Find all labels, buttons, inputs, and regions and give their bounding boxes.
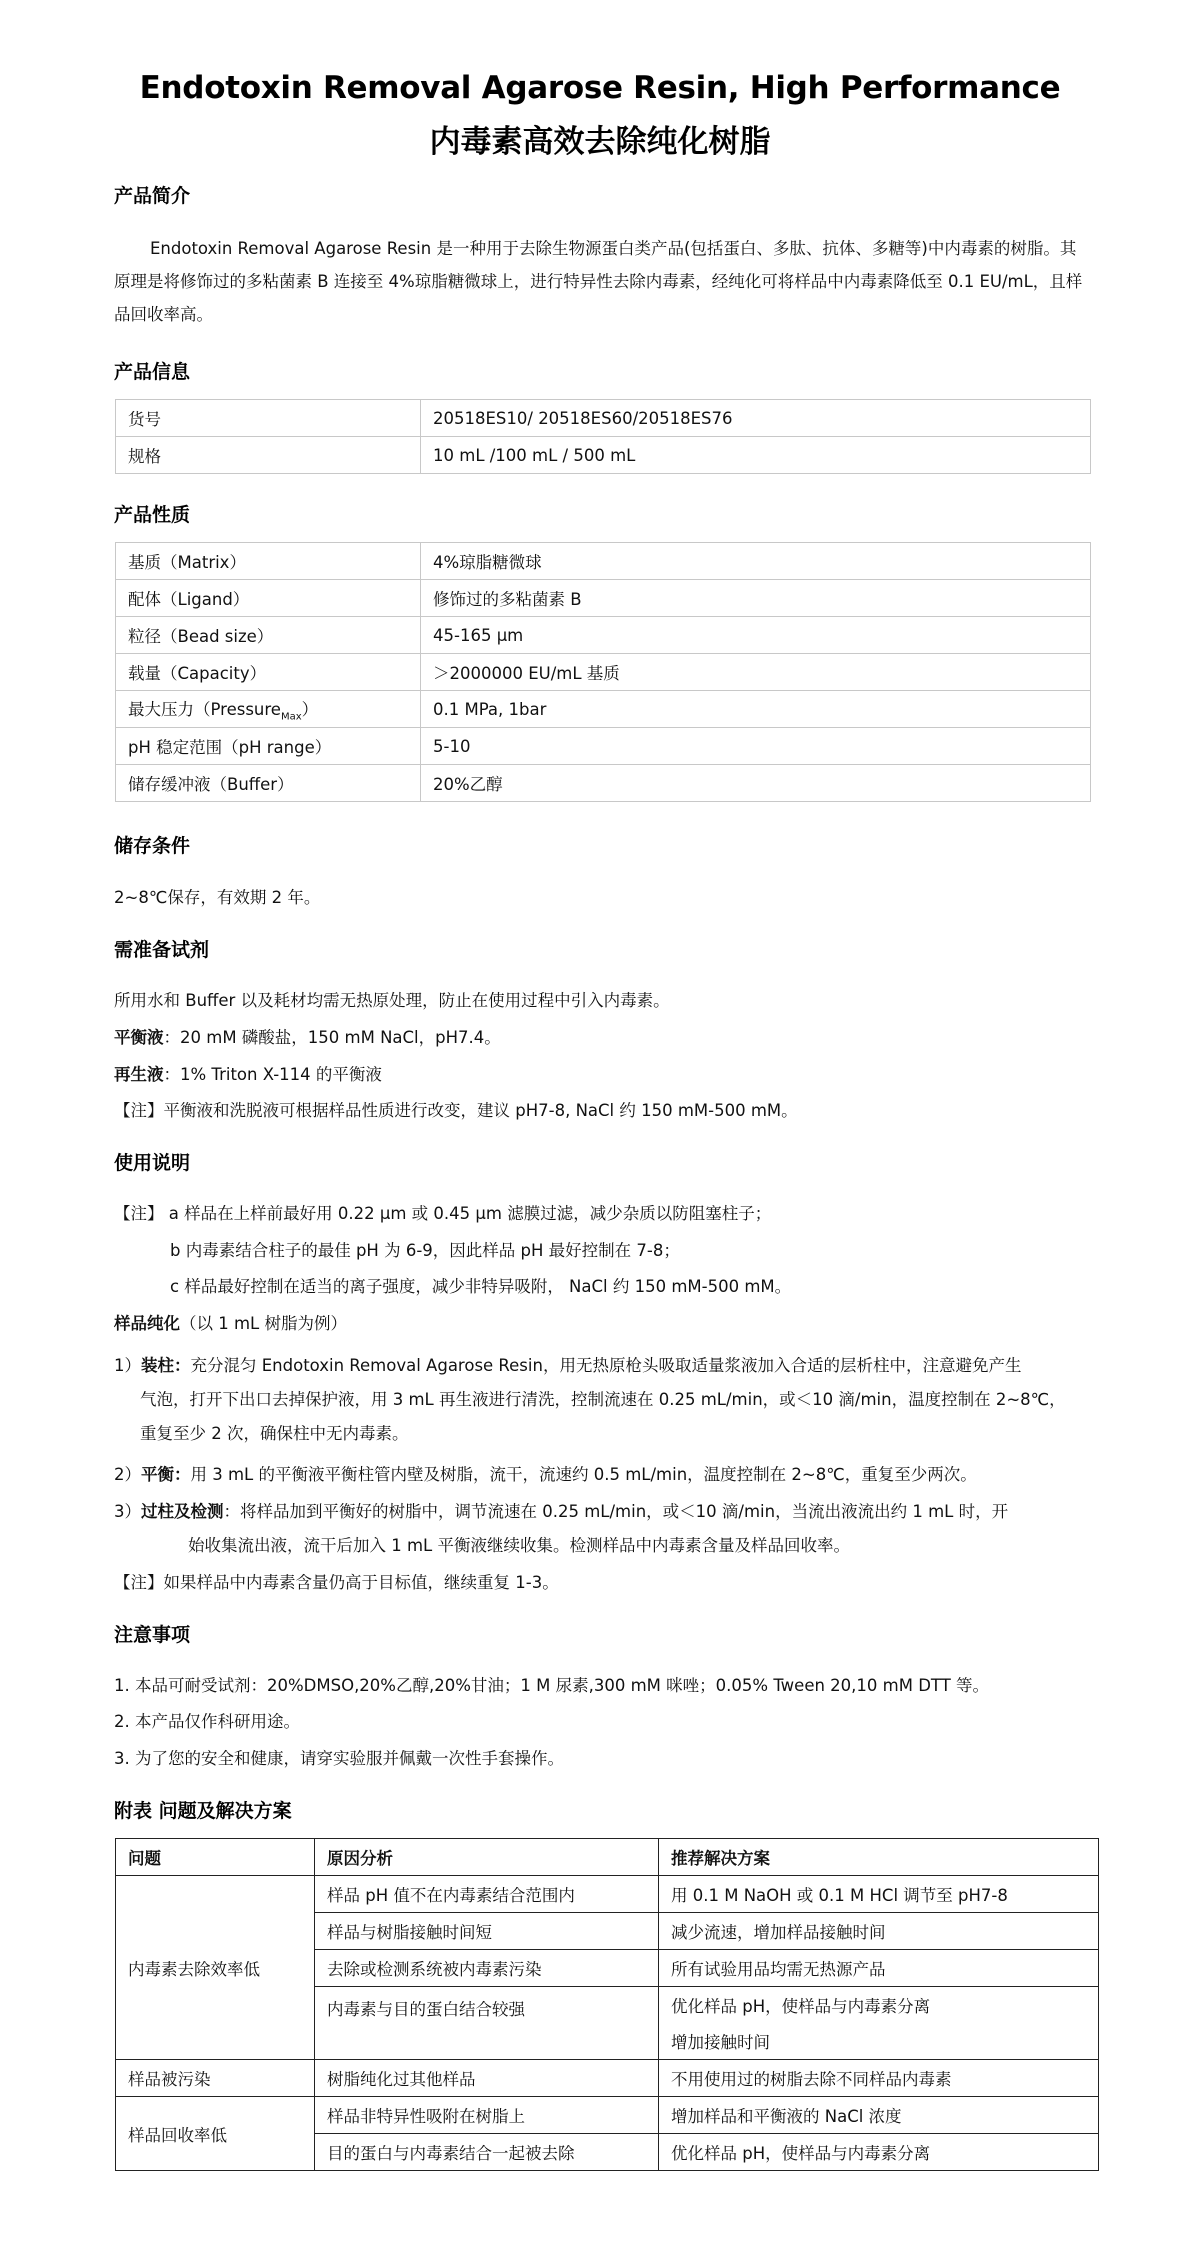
table-row <box>116 437 1091 474</box>
table-row <box>116 580 1091 617</box>
purify-text: （以 1 mL 树脂为例） <box>180 1314 347 1333</box>
header-solution: 推荐解决方案 <box>659 1839 1099 1876</box>
prop-key-pre: 最大压力（Pressure <box>128 699 281 719</box>
usage-note-a: 【注】 a 样品在上样前最好用 0.22 μm 或 0.45 μm 滤膜过滤，减少杂质以防阻塞柱子； <box>114 1204 772 1223</box>
regeneration-buffer-line <box>114 1061 382 1085</box>
step3-text: ：将样品加到平衡好的树脂中，调节流速在 0.25 mL/min，或＜10 滴/min，当流出液流出约 1 mL 时，开 <box>223 1502 1009 1521</box>
purify-line <box>114 1310 347 1334</box>
regeneration-buffer-text: ：1% Triton X-114 的平衡液 <box>163 1065 382 1084</box>
troubleshooting-table <box>115 1838 1099 2171</box>
usage-note-end: 【注】如果样品中内毒素含量仍高于目标值，继续重复 1-3。 <box>114 1573 559 1592</box>
step2-line <box>114 1461 977 1485</box>
problem-cell: 内毒素去除效率低 <box>116 1876 315 2060</box>
props-heading: 产品性质 <box>114 504 191 526</box>
table-row <box>116 654 1091 691</box>
cautions-heading: 注意事项 <box>114 1624 191 1646</box>
cause-cell: 样品 pH 值不在内毒素结合范围内 <box>315 1876 659 1913</box>
cause-cell: 内毒素与目的蛋白结合较强 <box>315 1987 659 2060</box>
prop-value: 修饰过的多粘菌素 B <box>421 580 1091 617</box>
table-row <box>116 400 1091 437</box>
solution-cell: 用 0.1 M NaOH 或 0.1 M HCl 调节至 pH7-8 <box>659 1876 1099 1913</box>
equilibration-buffer-line <box>114 1024 501 1048</box>
caution-item: 2. 本产品仅作科研用途。 <box>114 1712 300 1731</box>
table-header-row <box>116 1839 1099 1876</box>
usage-heading: 使用说明 <box>114 1152 191 1174</box>
problem-cell: 样品被污染 <box>116 2060 315 2097</box>
reagents-heading: 需准备试剂 <box>114 939 210 961</box>
step1-line3: 重复至少 2 次，确保柱中无内毒素。 <box>140 1424 409 1443</box>
solution-cell: 优化样品 pH，使样品与内毒素分离 <box>659 2134 1099 2171</box>
step3-line2: 始收集流出液，流干后加入 1 mL 平衡液继续收集。检测样品中内毒素含量及样品回收率。 <box>188 1536 850 1555</box>
info-table <box>115 399 1091 474</box>
cause-cell: 树脂纯化过其他样品 <box>315 2060 659 2097</box>
table-row <box>116 617 1091 654</box>
step3-number: 3） <box>114 1502 141 1521</box>
cause-cell: 样品与树脂接触时间短 <box>315 1913 659 1950</box>
step2-text: 用 3 mL 的平衡液平衡柱管内壁及树脂，流干，流速约 0.5 mL/min，温度控制在 2~8℃，重复至少两次。 <box>190 1465 977 1484</box>
step3-label: 过柱及检测 <box>141 1502 224 1521</box>
equilibration-buffer-text: ：20 mM 磷酸盐，150 mM NaCl，pH7.4。 <box>163 1028 501 1047</box>
prop-value: 4%琼脂糖微球 <box>421 543 1091 580</box>
usage-note-b: b 内毒素结合柱子的最佳 pH 为 6-9，因此样品 pH 最好控制在 7-8； <box>170 1241 680 1260</box>
cause-cell: 去除或检测系统被内毒素污染 <box>315 1950 659 1987</box>
step2-label: 平衡： <box>141 1465 191 1484</box>
prop-key: 储存缓冲液（Buffer） <box>116 765 421 802</box>
purify-label: 样品纯化 <box>114 1314 180 1333</box>
solution-cell: 增加接触时间 <box>659 2023 1099 2060</box>
solution-cell: 不用使用过的树脂去除不同样品内毒素 <box>659 2060 1099 2097</box>
step1-line2: 气泡，打开下出口去掉保护液，用 3 mL 再生液进行清洗，控制流速在 0.25 mL/min，或＜10 滴/min，温度控制在 2~8℃， <box>140 1390 1066 1409</box>
table-row <box>116 2097 1099 2134</box>
step1-line1 <box>114 1352 1021 1376</box>
cause-cell: 目的蛋白与内毒素结合一起被去除 <box>315 2134 659 2171</box>
step2-number: 2） <box>114 1465 141 1484</box>
table-row <box>116 543 1091 580</box>
solution-cell: 优化样品 pH，使样品与内毒素分离 <box>659 1987 1099 2024</box>
prop-value: 20%乙醇 <box>421 765 1091 802</box>
caution-item: 1. 本品可耐受试剂：20%DMSO,20%乙醇,20%甘油；1 M 尿素,300 mM 咪唑；0.05% Tween 20,10 mM DTT 等。 <box>114 1676 990 1695</box>
caution-item: 3. 为了您的安全和健康，请穿实验服并佩戴一次性手套操作。 <box>114 1749 564 1768</box>
storage-heading: 储存条件 <box>114 835 191 857</box>
header-problem: 问题 <box>116 1839 315 1876</box>
regeneration-buffer-label: 再生液 <box>114 1065 164 1084</box>
step3-line1 <box>114 1498 1008 1522</box>
step1-text: 充分混匀 Endotoxin Removal Agarose Resin，用无热原枪头吸取适量浆液加入合适的层析柱中，注意避免产生 <box>190 1356 1022 1375</box>
solution-cell: 减少流速，增加样品接触时间 <box>659 1913 1099 1950</box>
step1-label: 装柱： <box>141 1356 191 1375</box>
prop-value: 0.1 MPa, 1bar <box>421 691 1091 728</box>
header-cause: 原因分析 <box>315 1839 659 1876</box>
table-row <box>116 765 1091 802</box>
usage-note-c: c 样品最好控制在适当的离子强度，减少非特异吸附， NaCl 约 150 mM-500 mM。 <box>170 1277 792 1296</box>
title-chinese: 内毒素高效去除纯化树脂 <box>429 124 771 160</box>
prop-key: pH 稳定范围（pH range） <box>116 728 421 765</box>
trouble-heading: 附表 问题及解决方案 <box>114 1800 292 1822</box>
info-value: 10 mL /100 mL / 500 mL <box>421 437 1091 474</box>
prop-key: 粒径（Bead size） <box>116 617 421 654</box>
prop-key <box>116 691 421 728</box>
reagents-note: 【注】平衡液和洗脱液可根据样品性质进行改变，建议 pH7-8, NaCl 约 150 mM-500 mM。 <box>114 1101 798 1120</box>
equilibration-buffer-label: 平衡液 <box>114 1028 164 1047</box>
prop-key-sub: Max <box>280 711 302 723</box>
info-key: 货号 <box>116 400 421 437</box>
cause-cell: 样品非特异性吸附在树脂上 <box>315 2097 659 2134</box>
prop-key: 基质（Matrix） <box>116 543 421 580</box>
prop-key-post: ） <box>301 699 319 719</box>
intro-text: Endotoxin Removal Agarose Resin 是一种用于去除生物源蛋白类产品(包括蛋白、多肽、抗体、多糖等)中内毒素的树脂。其原理是将修饰过的多粘菌素 B 连接至 4%琼脂糖微球上，进行特异性去除内毒素，经纯化可将样品中内毒素降低至 0.1 EU/mL，且样品回收率高。 <box>114 239 1083 324</box>
info-heading: 产品信息 <box>114 361 191 383</box>
intro-heading: 产品简介 <box>114 185 191 207</box>
prop-value: ＞2000000 EU/mL 基质 <box>421 654 1091 691</box>
prop-key: 配体（Ligand） <box>116 580 421 617</box>
table-row <box>116 1876 1099 1913</box>
reagents-line: 所用水和 Buffer 以及耗材均需无热原处理，防止在使用过程中引入内毒素。 <box>114 991 670 1010</box>
solution-cell: 所有试验用品均需无热源产品 <box>659 1950 1099 1987</box>
info-key: 规格 <box>116 437 421 474</box>
prop-key: 载量（Capacity） <box>116 654 421 691</box>
title-english: Endotoxin Removal Agarose Resin, High Performance <box>139 70 1061 106</box>
table-row <box>116 691 1091 728</box>
prop-value: 45-165 μm <box>421 617 1091 654</box>
table-row <box>116 2060 1099 2097</box>
storage-text: 2~8℃保存，有效期 2 年。 <box>114 888 321 907</box>
prop-value: 5-10 <box>421 728 1091 765</box>
solution-cell: 增加样品和平衡液的 NaCl 浓度 <box>659 2097 1099 2134</box>
problem-cell: 样品回收率低 <box>116 2097 315 2171</box>
table-row <box>116 728 1091 765</box>
props-table <box>115 542 1091 802</box>
step1-number: 1） <box>114 1356 141 1375</box>
info-value: 20518ES10/ 20518ES60/20518ES76 <box>421 400 1091 437</box>
